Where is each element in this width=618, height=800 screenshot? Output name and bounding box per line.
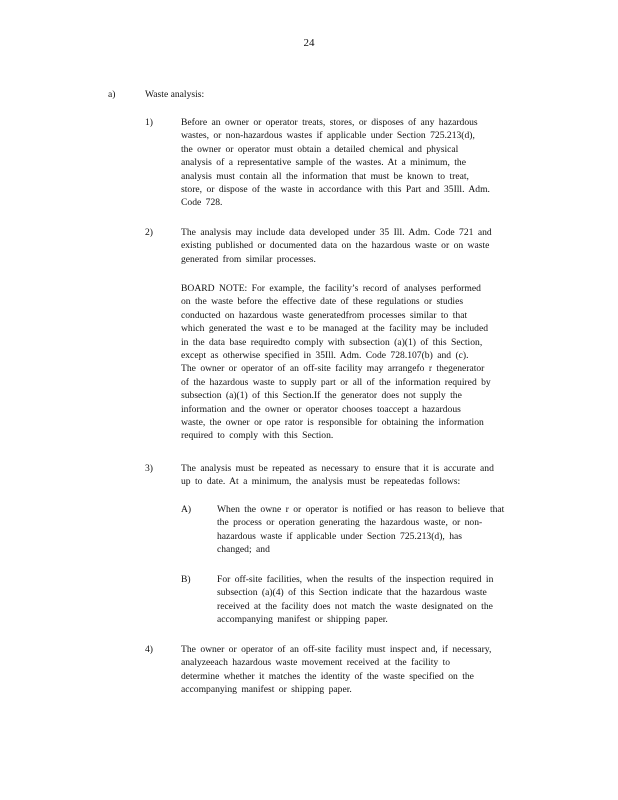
text-line: on the waste before the effective date of these regulations or studies xyxy=(181,296,464,308)
text-line: received at the facility does not match the waste designated on the xyxy=(217,600,493,612)
page-number: 24 xyxy=(303,37,315,49)
text-line: subsection (a)(1) of this Section.If the generator does not supply the xyxy=(181,390,462,402)
text-line: subsection (a)(4) of this Section indicate that the hazardous waste xyxy=(217,587,487,599)
item-2-text xyxy=(181,226,492,266)
item-2-number: 2) xyxy=(145,227,153,238)
text-line: analysis must contain all the information that must be known to treat, xyxy=(181,170,469,182)
text-line: wastes, or non-hazardous wastes if applicable under Section 725.213(d), xyxy=(181,130,475,142)
item-3-number: 3) xyxy=(145,463,153,474)
text-line: except as otherwise specified in 35Ill. Adm. Code 728.107(b) and (c). xyxy=(181,350,469,362)
text-line: conducted on hazardous waste generatedfrom processes similar to that xyxy=(181,309,468,321)
section-label: a) xyxy=(108,89,116,100)
item-3-text xyxy=(181,462,494,489)
subitem-b-text xyxy=(217,573,493,627)
item-1-number: 1) xyxy=(145,117,153,128)
text-line: accompanying manifest or shipping paper. xyxy=(181,684,352,696)
item-4-text xyxy=(181,643,491,697)
text-line: waste, the owner or ope rator is responsible for obtaining the information xyxy=(181,417,484,429)
text-line: The owner or operator of an off-site facility must inspect and, if necessary, xyxy=(181,644,492,655)
text-line: the owner or operator must obtain a detailed chemical and physical xyxy=(181,143,459,155)
text-line: hazardous waste if applicable under Section 725.213(d), has xyxy=(217,530,462,542)
text-line: determine whether it matches the identity of the waste specified on the xyxy=(181,670,474,682)
text-line: existing published or documented data on the hazardous waste or on waste xyxy=(181,240,490,252)
text-line: BOARD NOTE: For example, the facility’s record of analyses performed xyxy=(181,283,481,294)
text-line: information and the owner or operator chooses toaccept a hazardous xyxy=(181,403,461,415)
text-line: analyzeeach hazardous waste movement received at the facility to xyxy=(181,657,451,669)
text-line: The owner or operator of an off-site facility may arrangefo r thegenerator xyxy=(181,363,485,375)
text-line: Before an owner or operator treats, stores, or disposes of any hazardous xyxy=(181,117,478,128)
subitem-a-label: A) xyxy=(181,504,192,515)
text-line: up to date. At a minimum, the analysis must be repeatedas follows: xyxy=(181,476,461,488)
text-line: changed; and xyxy=(217,544,270,556)
text-line: Code 728. xyxy=(181,197,223,209)
text-line: The analysis may include data developed under 35 Ill. Adm. Code 721 and xyxy=(181,227,492,238)
text-line: For off-site facilities, when the results of the inspection required in xyxy=(217,574,494,585)
board-note xyxy=(181,282,491,443)
text-line: generated from similar processes. xyxy=(181,253,316,265)
text-line: the process or operation generating the hazardous waste, or non- xyxy=(217,517,483,529)
text-line: which generated the wast e to be managed at the facility may be included xyxy=(181,323,489,335)
text-line: store, or dispose of the waste in accordance with this Part and 35Ill. Adm. xyxy=(181,184,490,196)
text-line: analysis of a representative sample of the wastes. At a minimum, the xyxy=(181,157,466,169)
text-line: of the hazardous waste to supply part or all of the information required by xyxy=(181,376,491,388)
text-line: The analysis must be repeated as necessary to ensure that it is accurate and xyxy=(181,463,494,474)
item-1-text xyxy=(181,116,490,210)
subitem-b-label: B) xyxy=(181,574,191,585)
text-line: in the data base requiredto comply with subsection (a)(1) of this Section, xyxy=(181,336,483,348)
text-line: required to comply with this Section. xyxy=(181,430,334,442)
text-line: accompanying manifest or shipping paper. xyxy=(217,614,388,626)
subitem-a-text xyxy=(217,503,504,557)
text-line: When the owne r or operator is notified or has reason to believe that xyxy=(217,504,505,515)
section-title: Waste analysis: xyxy=(145,89,205,100)
item-4-number: 4) xyxy=(145,644,153,655)
